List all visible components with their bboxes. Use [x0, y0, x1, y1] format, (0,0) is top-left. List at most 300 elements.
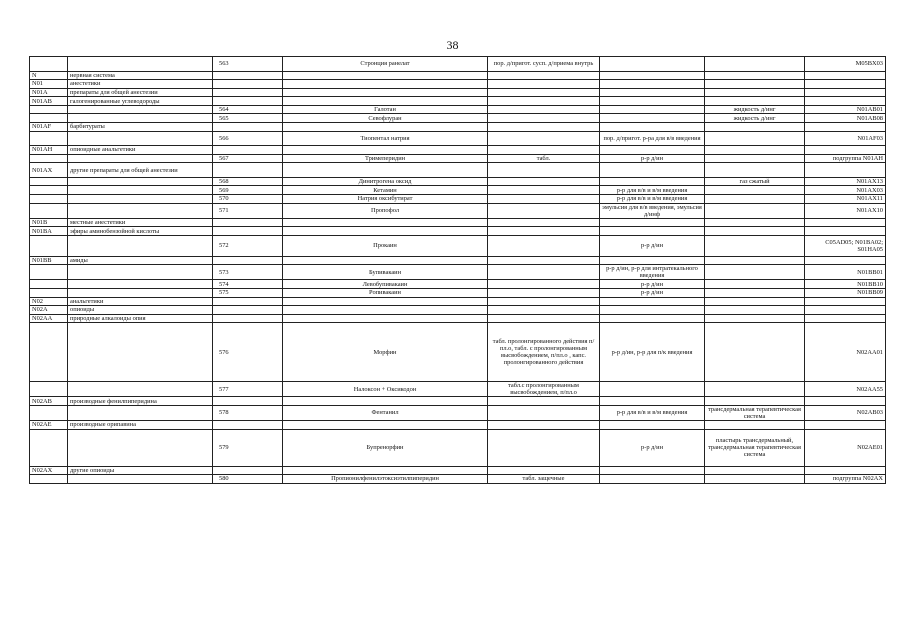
cell-group-name [68, 177, 213, 186]
cell-atc-code: N02AA01 [805, 323, 886, 382]
cell-dosage-form-3 [705, 297, 805, 306]
table-row [30, 88, 886, 97]
cell-dosage-form-2 [600, 314, 705, 323]
cell-dosage-form-3 [705, 123, 805, 132]
cell-item-number: 576 [213, 323, 283, 382]
cell-drug-name [283, 297, 488, 306]
cell-dosage-form-2: пор. д/пригот. р-ра для в/в введения [600, 131, 705, 146]
cell-drug-name: Левобупивакаин [283, 280, 488, 289]
cell-dosage-form-1 [488, 105, 600, 114]
cell-drug-name [283, 420, 488, 429]
cell-drug-name: Бупивакаин [283, 265, 488, 280]
cell-dosage-form-2 [600, 256, 705, 265]
cell-atc-group-code [30, 203, 68, 218]
table-row [30, 154, 886, 163]
page-number: 38 [446, 38, 459, 52]
cell-dosage-form-3: жидкость д/инг [705, 105, 805, 114]
cell-item-number [213, 163, 283, 178]
table-row [30, 429, 886, 466]
cell-atc-group-code [30, 235, 68, 256]
cell-item-number [213, 397, 283, 406]
cell-dosage-form-3: газ сжатый [705, 177, 805, 186]
cell-drug-name: Тиопентал натрия [283, 131, 488, 146]
cell-dosage-form-3 [705, 154, 805, 163]
cell-atc-code: N01BB09 [805, 289, 886, 298]
cell-atc-group-code: N [30, 71, 68, 80]
cell-atc-group-code: N01AB [30, 97, 68, 106]
cell-atc-code: N01AX11 [805, 195, 886, 204]
cell-atc-group-code [30, 195, 68, 204]
cell-atc-code [805, 80, 886, 89]
cell-dosage-form-2 [600, 163, 705, 178]
table-row [30, 105, 886, 114]
cell-atc-code [805, 227, 886, 236]
cell-group-name [68, 105, 213, 114]
table-row [30, 97, 886, 106]
cell-atc-group-code: N02AA [30, 314, 68, 323]
cell-atc-group-code: N02A [30, 306, 68, 315]
cell-dosage-form-1 [488, 397, 600, 406]
cell-atc-group-code [30, 265, 68, 280]
cell-atc-group-code: N02 [30, 297, 68, 306]
cell-dosage-form-1 [488, 306, 600, 315]
cell-drug-name: Пропионилфенилэтоксиэтилпиперидин [283, 475, 488, 484]
cell-dosage-form-2 [600, 227, 705, 236]
cell-group-name [68, 154, 213, 163]
cell-dosage-form-2: р-р д/ин [600, 235, 705, 256]
cell-dosage-form-1 [488, 405, 600, 420]
cell-dosage-form-3 [705, 88, 805, 97]
cell-dosage-form-1: пор. д/пригот. сусп. д/приема внутрь [488, 57, 600, 72]
table-row [30, 57, 886, 72]
cell-dosage-form-1 [488, 114, 600, 123]
table-row [30, 265, 886, 280]
cell-dosage-form-2: р-р д/ин [600, 280, 705, 289]
cell-dosage-form-3: жидкость д/инг [705, 114, 805, 123]
cell-atc-group-code: N01 [30, 80, 68, 89]
cell-item-number: 571 [213, 203, 283, 218]
cell-atc-code: N01BB01 [805, 265, 886, 280]
cell-group-name [68, 131, 213, 146]
cell-atc-code: N01AX13 [805, 177, 886, 186]
cell-dosage-form-1 [488, 265, 600, 280]
cell-atc-code [805, 297, 886, 306]
table-row [30, 256, 886, 265]
cell-dosage-form-1 [488, 429, 600, 466]
table-row [30, 177, 886, 186]
table-row [30, 71, 886, 80]
cell-group-name: другие препараты для общей анестезии [68, 163, 213, 178]
cell-dosage-form-3 [705, 397, 805, 406]
cell-drug-name: Фентанил [283, 405, 488, 420]
cell-group-name [68, 186, 213, 195]
cell-drug-name: Стронция ранелат [283, 57, 488, 72]
cell-atc-code [805, 314, 886, 323]
cell-group-name [68, 280, 213, 289]
table-row [30, 195, 886, 204]
cell-item-number [213, 306, 283, 315]
table-row [30, 131, 886, 146]
cell-dosage-form-1 [488, 177, 600, 186]
cell-group-name [68, 289, 213, 298]
cell-item-number [213, 146, 283, 155]
cell-atc-group-code: N01B [30, 218, 68, 227]
cell-dosage-form-2 [600, 218, 705, 227]
cell-atc-group-code: N01AF [30, 123, 68, 132]
cell-item-number [213, 80, 283, 89]
cell-atc-group-code [30, 186, 68, 195]
cell-dosage-form-3 [705, 475, 805, 484]
table-row [30, 218, 886, 227]
cell-drug-name [283, 88, 488, 97]
table-row [30, 314, 886, 323]
table-row [30, 80, 886, 89]
cell-dosage-form-3 [705, 227, 805, 236]
cell-drug-name [283, 71, 488, 80]
cell-item-number: 566 [213, 131, 283, 146]
cell-drug-name [283, 146, 488, 155]
cell-dosage-form-3 [705, 57, 805, 72]
cell-drug-name: Пропофол [283, 203, 488, 218]
cell-item-number: 580 [213, 475, 283, 484]
cell-atc-code [805, 397, 886, 406]
cell-dosage-form-3 [705, 195, 805, 204]
cell-dosage-form-3 [705, 218, 805, 227]
cell-drug-name: Прокаин [283, 235, 488, 256]
cell-atc-code [805, 256, 886, 265]
cell-group-name [68, 265, 213, 280]
cell-group-name [68, 323, 213, 382]
cell-atc-code: M05BX03 [805, 57, 886, 72]
cell-dosage-form-3: пластырь трансдермальный, трансдермальная терапевтическая система [705, 429, 805, 466]
cell-drug-name [283, 80, 488, 89]
cell-dosage-form-2 [600, 123, 705, 132]
cell-dosage-form-3: трансдермальная терапевтическая система [705, 405, 805, 420]
table-row [30, 475, 886, 484]
cell-drug-name [283, 163, 488, 178]
cell-group-name [68, 405, 213, 420]
cell-drug-name [283, 123, 488, 132]
cell-atc-code: N02AE01 [805, 429, 886, 466]
cell-drug-name: Галотан [283, 105, 488, 114]
table-row [30, 323, 886, 382]
cell-drug-name: Тримеперидин [283, 154, 488, 163]
table-row [30, 163, 886, 178]
cell-drug-name [283, 227, 488, 236]
cell-item-number: 577 [213, 382, 283, 397]
cell-group-name: анальгетики [68, 297, 213, 306]
cell-dosage-form-2 [600, 71, 705, 80]
table-row [30, 227, 886, 236]
cell-group-name [68, 475, 213, 484]
cell-dosage-form-3 [705, 97, 805, 106]
cell-dosage-form-2 [600, 466, 705, 475]
cell-atc-code [805, 218, 886, 227]
cell-atc-group-code [30, 382, 68, 397]
cell-dosage-form-2 [600, 105, 705, 114]
cell-atc-code: N01AX03 [805, 186, 886, 195]
cell-atc-group-code [30, 154, 68, 163]
table-row [30, 466, 886, 475]
cell-atc-group-code: N01BA [30, 227, 68, 236]
table-row [30, 306, 886, 315]
cell-dosage-form-1 [488, 146, 600, 155]
cell-dosage-form-3 [705, 306, 805, 315]
cell-group-name: опиоиды [68, 306, 213, 315]
table-row [30, 235, 886, 256]
cell-dosage-form-1 [488, 80, 600, 89]
cell-atc-group-code: N01AH [30, 146, 68, 155]
cell-dosage-form-1 [488, 227, 600, 236]
cell-dosage-form-3 [705, 323, 805, 382]
cell-group-name: анестетики [68, 80, 213, 89]
cell-group-name: местные анестетики [68, 218, 213, 227]
cell-drug-name: Севофлуран [283, 114, 488, 123]
cell-dosage-form-1 [488, 218, 600, 227]
table-row [30, 397, 886, 406]
cell-item-number [213, 466, 283, 475]
cell-drug-name [283, 97, 488, 106]
cell-atc-group-code [30, 280, 68, 289]
cell-dosage-form-2 [600, 114, 705, 123]
cell-group-name: амиды [68, 256, 213, 265]
table-row [30, 114, 886, 123]
cell-atc-group-code: N01A [30, 88, 68, 97]
cell-item-number: 569 [213, 186, 283, 195]
cell-atc-group-code [30, 475, 68, 484]
cell-dosage-form-2 [600, 80, 705, 89]
cell-drug-name: Кетамин [283, 186, 488, 195]
cell-atc-code: N01AF03 [805, 131, 886, 146]
cell-dosage-form-1 [488, 203, 600, 218]
cell-group-name: производные фенилпиперидина [68, 397, 213, 406]
cell-dosage-form-3 [705, 131, 805, 146]
cell-atc-group-code: N02AX [30, 466, 68, 475]
drug-list-table [29, 56, 886, 484]
cell-item-number: 568 [213, 177, 283, 186]
cell-dosage-form-1 [488, 256, 600, 265]
cell-atc-code: подгруппа N02AX [805, 475, 886, 484]
cell-dosage-form-1 [488, 123, 600, 132]
cell-dosage-form-3 [705, 203, 805, 218]
cell-atc-group-code: N02AB [30, 397, 68, 406]
cell-dosage-form-1 [488, 71, 600, 80]
cell-item-number: 567 [213, 154, 283, 163]
cell-dosage-form-2: р-р д/ин [600, 154, 705, 163]
cell-dosage-form-3 [705, 256, 805, 265]
cell-drug-name [283, 306, 488, 315]
cell-item-number [213, 218, 283, 227]
cell-item-number [213, 256, 283, 265]
cell-dosage-form-2: р-р д/ин, р-р для интратекального введения [600, 265, 705, 280]
cell-dosage-form-1 [488, 289, 600, 298]
cell-group-name: производные орипавина [68, 420, 213, 429]
cell-dosage-form-1 [488, 131, 600, 146]
cell-atc-code: N02AA55 [805, 382, 886, 397]
cell-group-name [68, 382, 213, 397]
cell-dosage-form-1 [488, 314, 600, 323]
cell-dosage-form-1: табл. пролонгированного действия п/пл.о, табл. с пролонгированным высвобождением, п/пл.о , капс. пролонгированного действия [488, 323, 600, 382]
cell-drug-name: Налоксон + Оксикодон [283, 382, 488, 397]
cell-item-number [213, 227, 283, 236]
cell-dosage-form-2 [600, 475, 705, 484]
cell-atc-group-code [30, 177, 68, 186]
cell-dosage-form-2: р-р д/ин [600, 429, 705, 466]
cell-item-number: 572 [213, 235, 283, 256]
cell-dosage-form-3 [705, 71, 805, 80]
cell-dosage-form-1 [488, 186, 600, 195]
cell-dosage-form-1 [488, 88, 600, 97]
cell-atc-group-code [30, 405, 68, 420]
cell-group-name: природные алкалоиды опия [68, 314, 213, 323]
cell-item-number: 570 [213, 195, 283, 204]
cell-item-number: 565 [213, 114, 283, 123]
cell-atc-code [805, 88, 886, 97]
cell-atc-code: N02AB03 [805, 405, 886, 420]
cell-dosage-form-2 [600, 420, 705, 429]
cell-atc-group-code: N01BB [30, 256, 68, 265]
cell-dosage-form-2: р-р д/ин, р-р для п/к введения [600, 323, 705, 382]
cell-dosage-form-2: р-р д/ин [600, 289, 705, 298]
cell-item-number: 575 [213, 289, 283, 298]
cell-group-name: барбитураты [68, 123, 213, 132]
cell-atc-code [805, 123, 886, 132]
cell-dosage-form-3 [705, 314, 805, 323]
cell-dosage-form-1: табл.с пролонгированным высвобождением, п/пл.о [488, 382, 600, 397]
cell-dosage-form-1 [488, 420, 600, 429]
cell-atc-code: N01BB10 [805, 280, 886, 289]
table-row [30, 297, 886, 306]
cell-dosage-form-2: р-р для в/в и в/м введения [600, 405, 705, 420]
cell-dosage-form-2: р-р для в/в и в/м введения [600, 195, 705, 204]
cell-drug-name: Бупренорфин [283, 429, 488, 466]
cell-dosage-form-2 [600, 97, 705, 106]
table-row [30, 123, 886, 132]
cell-dosage-form-3 [705, 235, 805, 256]
cell-item-number [213, 123, 283, 132]
cell-dosage-form-2 [600, 88, 705, 97]
cell-item-number [213, 88, 283, 97]
cell-atc-code [805, 466, 886, 475]
cell-dosage-form-1 [488, 163, 600, 178]
cell-dosage-form-2: эмульсия для в/в введения, эмульсия д/инф [600, 203, 705, 218]
cell-atc-code [805, 97, 886, 106]
cell-dosage-form-1: табл. [488, 154, 600, 163]
cell-atc-group-code [30, 57, 68, 72]
table-row [30, 146, 886, 155]
cell-item-number: 574 [213, 280, 283, 289]
cell-atc-code: N01AB01 [805, 105, 886, 114]
cell-atc-code: N01AB08 [805, 114, 886, 123]
cell-group-name [68, 114, 213, 123]
table-row [30, 203, 886, 218]
cell-atc-group-code [30, 105, 68, 114]
cell-dosage-form-2 [600, 382, 705, 397]
cell-item-number: 578 [213, 405, 283, 420]
table-body [30, 57, 886, 484]
cell-drug-name [283, 256, 488, 265]
cell-group-name [68, 195, 213, 204]
table-row [30, 186, 886, 195]
table-row [30, 280, 886, 289]
cell-group-name: нервная система [68, 71, 213, 80]
cell-dosage-form-1 [488, 280, 600, 289]
cell-atc-code [805, 163, 886, 178]
cell-atc-group-code: N01AX [30, 163, 68, 178]
cell-item-number [213, 71, 283, 80]
cell-group-name [68, 57, 213, 72]
cell-dosage-form-3 [705, 146, 805, 155]
cell-dosage-form-3 [705, 420, 805, 429]
cell-atc-group-code [30, 131, 68, 146]
cell-atc-code [805, 420, 886, 429]
cell-drug-name: Динитрогена оксид [283, 177, 488, 186]
table-row [30, 420, 886, 429]
cell-atc-group-code [30, 289, 68, 298]
cell-dosage-form-1 [488, 466, 600, 475]
cell-drug-name [283, 218, 488, 227]
cell-dosage-form-2 [600, 397, 705, 406]
cell-dosage-form-3 [705, 186, 805, 195]
cell-group-name [68, 235, 213, 256]
cell-dosage-form-3 [705, 163, 805, 178]
cell-item-number: 573 [213, 265, 283, 280]
cell-atc-code: N01AX10 [805, 203, 886, 218]
cell-atc-code [805, 306, 886, 315]
cell-dosage-form-3 [705, 289, 805, 298]
cell-drug-name: Ропивакаин [283, 289, 488, 298]
cell-atc-group-code [30, 429, 68, 466]
cell-dosage-form-3 [705, 265, 805, 280]
table-row [30, 405, 886, 420]
cell-atc-group-code [30, 323, 68, 382]
cell-item-number [213, 297, 283, 306]
cell-drug-name: Морфин [283, 323, 488, 382]
cell-group-name: эфиры аминобензойной кислоты [68, 227, 213, 236]
cell-item-number: 579 [213, 429, 283, 466]
cell-dosage-form-2 [600, 146, 705, 155]
cell-drug-name: Натрия оксибутират [283, 195, 488, 204]
cell-group-name [68, 203, 213, 218]
cell-atc-group-code [30, 114, 68, 123]
cell-dosage-form-2 [600, 57, 705, 72]
cell-item-number [213, 97, 283, 106]
cell-dosage-form-3 [705, 280, 805, 289]
cell-dosage-form-3 [705, 466, 805, 475]
cell-dosage-form-2 [600, 177, 705, 186]
cell-atc-group-code: N02AE [30, 420, 68, 429]
cell-atc-code: подгруппа N01AH [805, 154, 886, 163]
cell-dosage-form-2: р-р для в/в и в/м введения [600, 186, 705, 195]
cell-dosage-form-3 [705, 382, 805, 397]
table-row [30, 289, 886, 298]
cell-dosage-form-2 [600, 297, 705, 306]
cell-group-name: галогенированные углеводороды [68, 97, 213, 106]
cell-atc-code: C05AD05; N01BA02; S01HA05 [805, 235, 886, 256]
cell-drug-name [283, 314, 488, 323]
cell-dosage-form-1 [488, 195, 600, 204]
cell-drug-name [283, 397, 488, 406]
cell-item-number: 563 [213, 57, 283, 72]
cell-drug-name [283, 466, 488, 475]
table-row [30, 382, 886, 397]
cell-dosage-form-1 [488, 297, 600, 306]
cell-dosage-form-1 [488, 97, 600, 106]
cell-atc-code [805, 146, 886, 155]
cell-group-name: другие опиоиды [68, 466, 213, 475]
cell-item-number: 564 [213, 105, 283, 114]
cell-dosage-form-3 [705, 80, 805, 89]
